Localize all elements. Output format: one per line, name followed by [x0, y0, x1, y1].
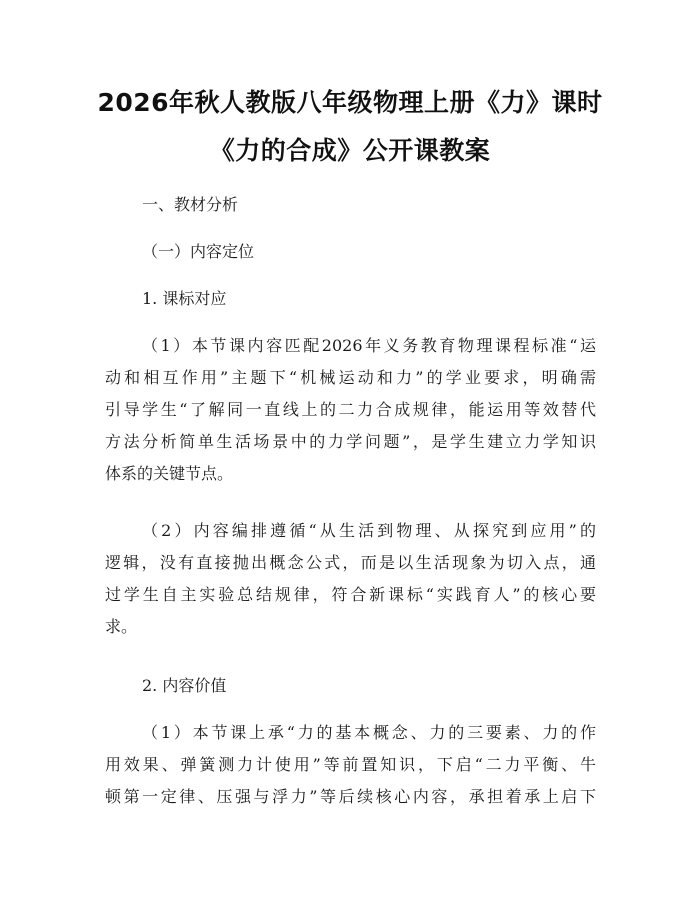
paragraph-line: 方法分析简单生活场景中的力学问题”，是学生建立力学知识 — [105, 432, 596, 451]
paragraph-line: 逻辑，没有直接抛出概念公式，而是以生活现象为切入点，通 — [105, 553, 596, 572]
paragraph-line: （1）本节课上承“力的基本概念、力的三要素、力的作 — [142, 723, 596, 742]
subsection-heading: （一）内容定位 — [142, 242, 255, 261]
paragraph-line: 体系的关键节点。 — [105, 464, 234, 483]
paragraph-line: （2）内容编排遵循“从生活到物理、从探究到应用”的 — [142, 521, 596, 540]
item-heading: 2. 内容价值 — [142, 676, 227, 695]
document-title-line-1: 2026年秋人教版八年级物理上册《力》课时 — [97, 88, 603, 117]
section-heading: 一、教材分析 — [142, 195, 239, 214]
paragraph-line: 过学生自主实验总结规律，符合新课标“实践育人”的核心要 — [105, 585, 596, 604]
document-title-line-2: 《力的合成》公开课教案 — [209, 136, 491, 165]
paragraph-line: 顿第一定律、压强与浮力”等后续核心内容，承担着承上启下 — [105, 787, 596, 806]
paragraph-line: 用效果、弹簧测力计使用”等前置知识，下启“二力平衡、牛 — [105, 755, 596, 774]
paragraph-line: 动和相互作用”主题下“机械运动和力”的学业要求，明确需 — [105, 368, 596, 387]
item-heading: 1. 课标对应 — [142, 289, 227, 308]
paragraph-line: 求。 — [105, 617, 138, 636]
paragraph-line: 引导学生“了解同一直线上的二力合成规律，能运用等效替代 — [105, 400, 596, 419]
paragraph-line: （1）本节课内容匹配2026年义务教育物理课程标准“运 — [142, 336, 596, 355]
